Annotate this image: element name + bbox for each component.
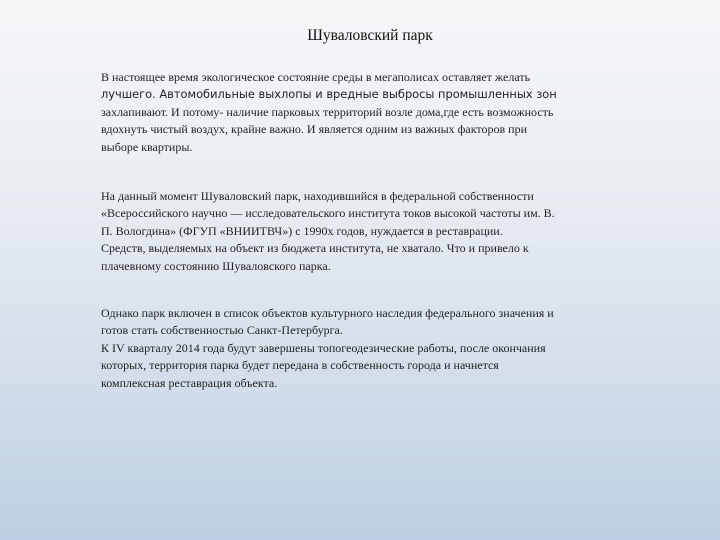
paragraph-line: П. Вологдина» (ФГУП «ВНИИТВЧ») с 1990х годов, нуждается в реставрации.: [101, 223, 503, 238]
paragraph-line: захлапивают. И потому- наличие парковых территорий возле дома,где есть возможность: [101, 104, 554, 119]
paragraph-line: готов стать собственностью Санкт-Петербурга.: [101, 323, 343, 338]
paragraph-line: Средств, выделяемых на объект из бюджета института, не хватало. Что и привело к: [101, 241, 529, 256]
paragraph-ownership: [101, 188, 641, 275]
paragraph-line: плачевному состоянию Шуваловского парка.: [101, 258, 331, 273]
page-title: Шуваловский парк: [307, 27, 433, 44]
paragraph-line: Однако парк включен в список объектов культурного наследия федерального значения и: [101, 306, 554, 320]
paragraph-line-text: лучшего. Автомобильные выхлопы и вредные выбросы промышленных зон: [101, 87, 557, 102]
paragraph-line: выборе квартиры.: [101, 139, 193, 154]
paragraph-restoration: [101, 305, 641, 392]
paragraph-line: В настоящее время экологическое состояние среды в мегаполисах оставляет желать: [101, 70, 531, 84]
paragraph-line: комплексная реставрация объекта.: [101, 375, 278, 390]
paragraph-line: К IV кварталу 2014 года будут завершены топогеодезические работы, после окончания: [101, 340, 546, 355]
paragraph-line: «Всероссийского научно — исследовательского института токов высокой частоты им. В.: [101, 206, 555, 221]
paragraph-line: которых, территория парка будет передана в собственность города и начнется: [101, 358, 499, 373]
paragraph-ecology: [101, 69, 641, 156]
paragraph-line: [101, 86, 641, 103]
paragraph-line: вдохнуть чистый воздух, крайне важно. И является одним из важных факторов при: [101, 122, 528, 137]
paragraph-line: На данный момент Шуваловский парк, находившийся в федеральной собственности: [101, 189, 534, 203]
